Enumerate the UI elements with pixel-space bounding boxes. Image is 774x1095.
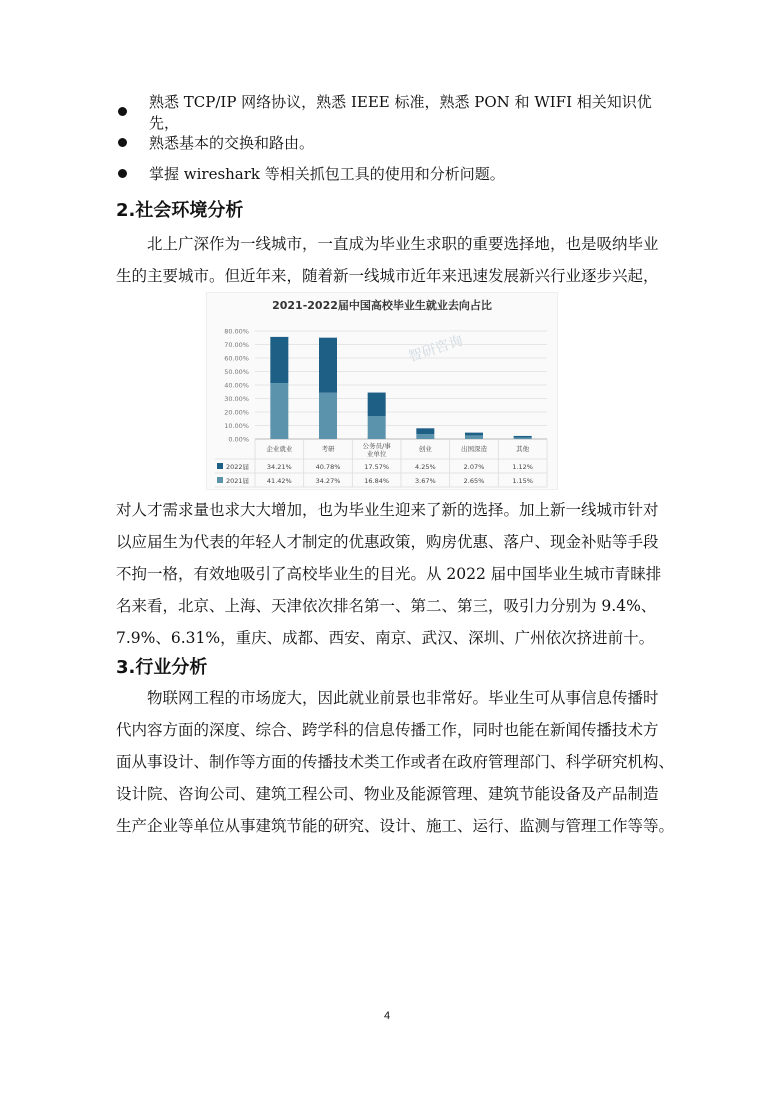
x-tick-label: 公务员/事: [362, 442, 391, 450]
bullet-text: 熟悉 TCP/IP 网络协议，熟悉 IEEE 标准，熟悉 PON 和 WIFI 相关知识优先，: [149, 92, 652, 132]
bar-segment: [368, 393, 386, 417]
y-tick-label: 40.00%: [224, 381, 249, 390]
data-label: 16.84%: [364, 477, 390, 485]
bar-segment: [514, 436, 532, 438]
y-tick-label: 10.00%: [224, 422, 249, 430]
page-number: 4: [383, 1010, 391, 1022]
data-label: 1.12%: [512, 463, 533, 471]
x-tick-label: 其他: [516, 445, 530, 453]
data-label: 40.78%: [315, 463, 341, 471]
y-tick-label: 0.00%: [228, 435, 249, 444]
bar-segment: [319, 393, 337, 439]
legend-label: 2022届: [226, 463, 250, 471]
paragraph-line: 对人才需求量也求大大增加，也为毕业生迎来了新的选择。加上新一线城市针对: [116, 501, 659, 519]
paragraph: [116, 228, 661, 292]
x-tick-label: 创业: [418, 445, 432, 453]
watermark-logo: 智研咨询: [406, 332, 465, 366]
paragraph-line: 不拘一格，有效地吸引了高校毕业生的目光。从 2022 届中国毕业生城市青睐排: [116, 565, 662, 583]
data-label: 41.42%: [266, 477, 292, 485]
data-label: 4.25%: [415, 463, 436, 471]
legend-label: 2021届: [226, 477, 250, 485]
paragraph-line: 物联网工程的市场庞大，因此就业前景也非常好。毕业生可从事信息传播时: [147, 689, 659, 707]
paragraph-line: 生产企业等单位从事建筑节能的研究、设计、施工、运行、监测与管理工作等等。: [116, 817, 675, 835]
x-tick-label: 业单位: [366, 450, 387, 458]
section-heading: 2.社会环境分析: [116, 200, 244, 221]
bar-segment: [465, 435, 483, 439]
paragraph-line: 名来看，北京、上海、天津依次排名第一、第二、第三，吸引力分别为 9.4%、: [116, 597, 657, 615]
paragraph-line: 7.9%、6.31%，重庆、成都、西安、南京、武汉、深圳、广州依次挤进前十。: [116, 629, 655, 647]
legend-swatch: [217, 463, 223, 469]
bullet-text: 熟悉基本的交换和路由。: [149, 134, 315, 152]
paragraph-line: 设计院、咨询公司、建筑工程公司、物业及能源管理、建筑节能设备及产品制造: [116, 785, 659, 803]
y-tick-label: 50.00%: [224, 368, 249, 376]
x-tick-label: 出国深造: [461, 445, 487, 453]
bar-segment: [368, 416, 386, 439]
bar-segment: [514, 437, 532, 439]
x-tick-label: 企业就业: [266, 445, 293, 453]
requirement-bullets: [118, 92, 678, 189]
data-label: 17.57%: [364, 463, 390, 471]
data-label: 34.21%: [266, 463, 292, 471]
data-label: 3.67%: [415, 477, 436, 485]
bar-segment: [319, 338, 337, 393]
data-label: 2.65%: [463, 477, 485, 485]
y-tick-label: 80.00%: [224, 327, 249, 336]
data-label: 1.15%: [512, 477, 533, 485]
y-tick-label: 60.00%: [224, 354, 249, 363]
data-label: 34.27%: [315, 477, 341, 485]
bar-segment: [416, 428, 434, 434]
y-tick-label: 30.00%: [224, 395, 249, 403]
employment-chart: [206, 292, 558, 490]
x-tick-label: 考研: [321, 445, 335, 453]
bullet-text: 掌握 wireshark 等相关抓包工具的使用和分析问题。: [149, 165, 505, 183]
y-tick-label: 70.00%: [224, 341, 249, 349]
paragraph-line: 面从事设计、制作等方面的传播技术类工作或者在政府管理部门、科学研究机构、: [116, 753, 675, 771]
bar-segment: [270, 383, 288, 439]
data-label: 2.07%: [463, 463, 485, 471]
paragraph-line: 代内容方面的深度、综合、跨学科的信息传播工作，同时也能在新闻传播技术方: [116, 721, 659, 739]
section-heading: 3.行业分析: [116, 657, 208, 678]
paragraph: [116, 682, 675, 842]
legend-swatch: [217, 477, 223, 483]
y-tick-label: 20.00%: [224, 408, 249, 417]
paragraph-line: 生的主要城市。但近年来，随着新一线城市近年来迅速发展新兴行业逐步兴起，: [116, 267, 659, 285]
chart-title: 2021-2022届中国高校毕业生就业去向占比: [272, 299, 492, 312]
bar-segment: [416, 434, 434, 439]
bullet-item: [118, 92, 678, 132]
bullet-dot-icon: [118, 107, 127, 116]
paragraph-line: 以应届生为代表的年轻人才制定的优惠政策，购房优惠、落户、现金补贴等手段: [116, 533, 659, 551]
paragraph-line: 北上广深作为一线城市，一直成为毕业生求职的重要选择地，也是吸纳毕业: [147, 235, 659, 253]
chart-svg: [207, 293, 557, 489]
bar-segment: [465, 433, 483, 436]
bar-segment: [270, 337, 288, 383]
paragraph: [116, 494, 661, 654]
bullet-dot-icon: [118, 169, 127, 178]
bullet-dot-icon: [118, 138, 127, 147]
bullet-item: [118, 158, 678, 189]
